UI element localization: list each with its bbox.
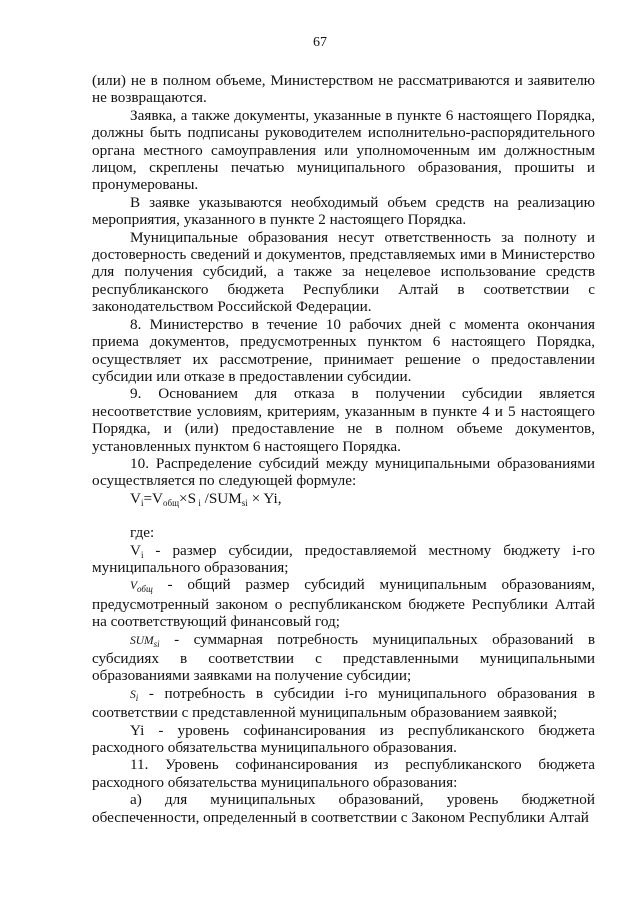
document-body (92, 72, 595, 826)
paragraph-continuation: (или) не в полном объеме, Министерством не рассматриваются и заявителю не возвращаются. (92, 72, 595, 107)
paragraph-application-signing: Заявка, а также документы, указанные в пункте 6 настоящего Порядка, должны быть подписаны руководителем исполнительно-распорядительного органа местного самоуправления или уполномоченным им должностным лицом, скреплены печатью муниципального образования, прошиты и пронумерованы. (92, 106, 595, 194)
blank-line (92, 507, 595, 524)
definition-sumsi: $SUM_{si}$ - суммарная потребность муниципальных образований в субсидиях в соответствии с представленными муниципальными образованиями заявками на получение субсидии; (92, 630, 595, 685)
paragraph-item-10: 10. Распределение субсидий между муниципальными образованиями осуществляется по следующей формуле: (92, 454, 595, 490)
paragraph-item-11a: а) для муниципальных образований, уровень бюджетной обеспеченности, определенный в соответствии с Законом Республики Алтай (92, 791, 595, 826)
paragraph-responsibility: Муниципальные образования несут ответственность за полноту и достоверность сведений и документов, представляемых ими в Министерство для получения субсидий, а также за нецелевое использование средств республиканского бюджета Республики Алтай в соответствии с законодательством Российской Федерации. (92, 228, 595, 316)
paragraph-item-9: 9. Основанием для отказа в получении субсидии является несоответствие условиям, критериям, указанным в пункте 4 и 5 настоящего Порядка, и (или) предоставление не в полном объеме документов, установленных пунктом 6 настоящего Порядка. (92, 385, 595, 455)
distribution-formula: $V_i=V_{общ}\times S$ $_i$ $/SUM_{si} \times Yi$, (130, 489, 282, 508)
definition-yi: Yi - уровень софинансирования из республиканского бюджета расходного обязательства муниципального образования. (92, 721, 595, 757)
paragraph-application-funds: В заявке указываются необходимый объем средств на реализацию мероприятия, указанного в пункте 2 настоящего Порядка. (92, 193, 595, 229)
page-number: 67 (313, 35, 327, 50)
where-label: где: (130, 524, 155, 542)
definition-vobsh: $V_{общ}$ - общий размер субсидий муниципальным образованиям, предусмотренный законом о республиканском бюджете Республики Алтай на соответствующий финансовый год; (92, 576, 595, 631)
definition-si: $S_i$ - потребность в субсидии i-го муниципального образования в соответствии с представленной муниципальным образованием заявкой; (92, 684, 595, 722)
paragraph-item-11: 11. Уровень софинансирования из республиканского бюджета расходного обязательства муниципального образования: (92, 756, 595, 791)
definition-vi: $V_i$ - размер субсидии, предоставляемой местному бюджету i-го муниципального образования; (92, 541, 595, 576)
paragraph-item-8: 8. Министерство в течение 10 рабочих дней с момента окончания приема документов, предусмотренных пунктом 6 настоящего Порядка, осуществляет их рассмотрение, принимает решение о предоставлении субсидии или отказе в предоставлении субсидии. (92, 315, 595, 385)
